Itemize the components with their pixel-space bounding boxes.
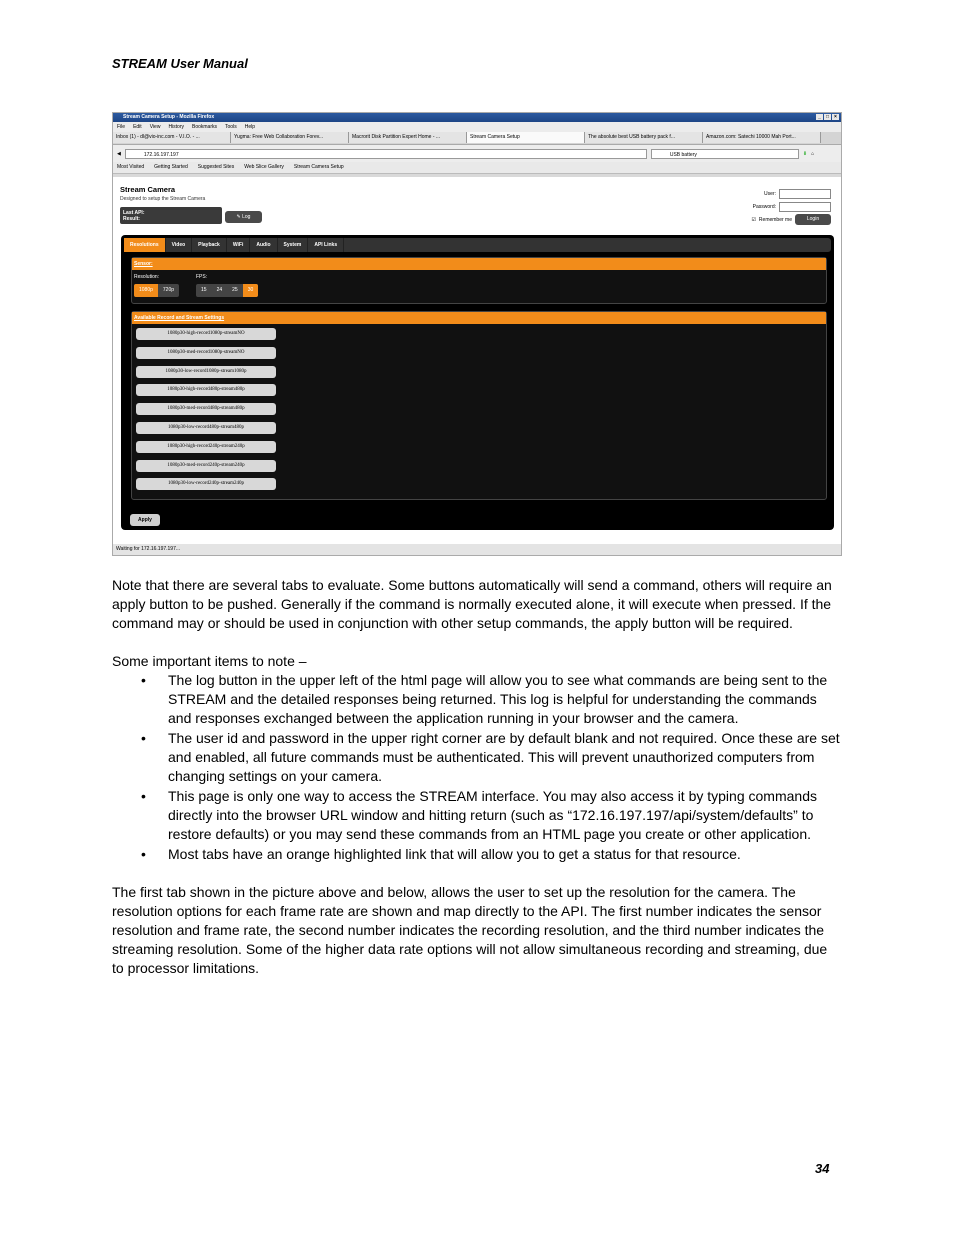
apply-button[interactable]: Apply — [130, 514, 160, 526]
bookmark-item[interactable]: Most Visited — [117, 164, 145, 170]
menu-view[interactable]: View — [149, 124, 161, 130]
menu-help[interactable]: Help — [244, 124, 255, 130]
bullet-list — [112, 671, 842, 864]
browser-tab[interactable]: Inbox (1) - dl@vio-inc.com - V.I.O. - ... — [113, 132, 231, 143]
menu-file[interactable]: File — [117, 124, 126, 130]
setting-button[interactable]: 1080p30-med-record1080p-streamNO — [136, 347, 276, 359]
last-api-label: Last API: — [123, 210, 145, 216]
user-input[interactable] — [779, 189, 831, 199]
setting-button[interactable]: 1080p30-high-record1080p-streamNO — [136, 328, 276, 340]
setting-button[interactable]: 1080p30-low-record240p-stream240p — [136, 478, 276, 490]
bookmark-item[interactable]: Stream Camera Setup — [293, 164, 344, 170]
resolution-720p-button[interactable]: 720p — [162, 287, 175, 293]
menu-tools[interactable]: Tools — [225, 124, 237, 130]
tab-wifi[interactable]: WiFi — [227, 238, 251, 252]
api-status-box — [120, 207, 222, 224]
camera-app — [121, 235, 834, 530]
settings-list — [136, 328, 276, 497]
setting-button[interactable]: 1080p30-med-record480p-stream480p — [136, 403, 276, 415]
download-icon[interactable]: ⬇ — [802, 150, 808, 157]
login-form — [731, 187, 831, 226]
resolution-label: Resolution: — [134, 274, 160, 280]
bookmark-item[interactable]: Suggested Sites — [197, 164, 235, 170]
browser-tab-active[interactable]: Stream Camera Setup — [467, 132, 585, 143]
user-label: User: — [764, 190, 776, 197]
maximize-icon[interactable]: □ — [825, 114, 830, 120]
list-item-text: The log button in the upper left of the html page will allow you to see what commands are being sent to the STREAM and the detailed responses being returned. This log is helpful for understanding the commands and responses exchanged between the application running in your browser and the camera. — [168, 672, 828, 726]
list-item-text: This page is only one way to access the STREAM interface. You may also access it by typing commands directly into the browser URL window and hitting return (such as “172.16.197.197/api/system/defaults” to restore defaults) or you may send these commands from an HTML page you create or other application. — [168, 788, 817, 842]
log-button-label: Log — [242, 214, 251, 220]
resolution-selector — [134, 284, 179, 297]
browser-tabs — [113, 132, 841, 145]
browser-screenshot — [112, 112, 842, 556]
tab-api-links[interactable]: API Links — [308, 238, 344, 252]
tab-resolutions[interactable]: Resolutions — [124, 238, 166, 252]
settings-panel — [131, 311, 827, 500]
remember-label: Remember me — [758, 216, 792, 223]
url-bar[interactable]: 172.16.197.197 — [125, 149, 647, 159]
document-header: STREAM User Manual — [112, 56, 248, 71]
tab-video[interactable]: Video — [166, 238, 193, 252]
paragraph: Some important items to note – — [112, 653, 307, 669]
browser-tab[interactable]: The absolute best USB battery pack f... — [585, 132, 703, 143]
sensor-link[interactable]: Sensor: — [132, 258, 826, 270]
setting-button[interactable]: 1080p30-high-record480p-stream480p — [136, 384, 276, 396]
minimize-icon[interactable]: _ — [816, 114, 823, 120]
settings-link[interactable]: Available Record and Stream Settings — [132, 312, 826, 324]
page-number: 34 — [815, 1161, 830, 1176]
menu-history[interactable]: History — [168, 124, 184, 130]
tab-audio[interactable]: Audio — [250, 238, 277, 252]
sensor-panel — [131, 257, 827, 304]
fps-15-button[interactable]: 15 — [201, 287, 207, 293]
fps-25-button[interactable]: 25 — [232, 287, 238, 293]
status-bar: Waiting for 172.16.197.197... — [113, 544, 841, 555]
tab-playback[interactable]: Playback — [192, 238, 227, 252]
window-title: Stream Camera Setup - Mozilla Firefox — [123, 114, 215, 120]
fps-selector — [196, 284, 258, 297]
fps-label: FPS: — [196, 274, 208, 280]
search-input[interactable]: USB battery — [651, 149, 799, 159]
page-content — [113, 177, 841, 544]
list-item-text: The user id and password in the upper right corner are by default blank and not required. Once these are set and enabled, all future commands must be authenticated. This will prevent unauthorized computers from changing settings on your camera. — [168, 730, 840, 784]
browser-tab[interactable]: Macrorit Disk Partition Expert Home - ... — [349, 132, 467, 143]
password-label: Password: — [752, 203, 776, 210]
close-icon[interactable]: × — [832, 114, 839, 120]
list-item: • Most tabs have an orange highlighted link that will allow you to get a status for that resource. — [141, 846, 741, 862]
fps-30-button[interactable]: 30 — [243, 284, 259, 297]
list-item: • The user id and password in the upper right corner are by default blank and not required. Once these are set and enabled, all future commands must be authenticated. This will prevent unauthorized computers from changing settings on your camera. — [141, 730, 840, 784]
back-icon[interactable]: ◀ — [117, 150, 121, 157]
password-input[interactable] — [779, 202, 831, 212]
setting-button[interactable]: 1080p30-high-record240p-stream240p — [136, 441, 276, 453]
menu-edit[interactable]: Edit — [133, 124, 142, 130]
list-item: • The log button in the upper left of the html page will allow you to see what commands are being sent to the STREAM and the detailed responses being returned. This log is helpful for understanding the commands and responses exchanged between the application running in your browser and the camera. — [141, 672, 828, 726]
fps-24-button[interactable]: 24 — [216, 287, 223, 293]
remember-checkbox[interactable]: ☑ — [751, 216, 756, 223]
document-body — [112, 576, 842, 978]
window-titlebar — [113, 113, 841, 122]
setting-button[interactable]: 1080p30-med-record240p-stream240p — [136, 460, 276, 472]
page-title: Stream Camera — [120, 185, 176, 194]
bookmarks-bar — [113, 162, 841, 174]
paragraph: The first tab shown in the picture above and below, allows the user to set up the resolution for the camera. The resolution options for each frame rate are shown and map directly to the API. The first number indicates the sensor resolution and frame rate, the second number indicates the recording resolution, and the third number indicates the streaming resolution. Some of the higher data rate options will not allow simultaneous recording and streaming, due to processor limitations. — [112, 884, 828, 976]
bookmark-item[interactable]: Getting Started — [154, 164, 188, 170]
browser-tab[interactable]: Yugma: Free Web Collaboration Forev... — [231, 132, 349, 143]
page-subtitle: Designed to setup the Stream Camera — [120, 196, 206, 202]
log-button[interactable] — [225, 211, 262, 223]
bookmark-item[interactable]: Web Slice Gallery — [244, 164, 284, 170]
setting-button[interactable]: 1080p30-low-record480p-stream480p — [136, 422, 276, 434]
result-label: Result: — [123, 216, 140, 222]
tab-system[interactable]: System — [278, 238, 309, 252]
nav-bar — [113, 145, 841, 162]
login-button[interactable]: Login — [795, 214, 831, 225]
browser-tab[interactable]: Amazon.com: Satechi 10000 Mah Port... — [703, 132, 821, 143]
app-tabs — [124, 238, 831, 252]
menu-bar — [113, 122, 841, 132]
list-item: • This page is only one way to access the STREAM interface. You may also access it by typing commands directly into the browser URL window and hitting return (such as “172.16.197.197/api/system/defaults” to restore defaults) or you may send these commands from an HTML page you create or other application. — [141, 788, 817, 842]
log-icon: ✎ — [236, 214, 241, 220]
paragraph: Note that there are several tabs to evaluate. Some buttons automatically will send a command, others will require an apply button to be pushed. Generally if the command is normally executed alone, it will execute when pressed. If the command may or should be used in conjunction with other setup commands, the apply button will be required. — [112, 577, 832, 631]
home-icon[interactable]: ⌂ — [811, 150, 815, 157]
setting-button[interactable]: 1080p30-low-record1080p-stream1080p — [136, 366, 276, 378]
resolution-1080p-button[interactable]: 1080p — [134, 284, 158, 297]
menu-bookmarks[interactable]: Bookmarks — [192, 124, 218, 130]
list-item-text: Most tabs have an orange highlighted link that will allow you to get a status for that resource. — [168, 846, 741, 862]
